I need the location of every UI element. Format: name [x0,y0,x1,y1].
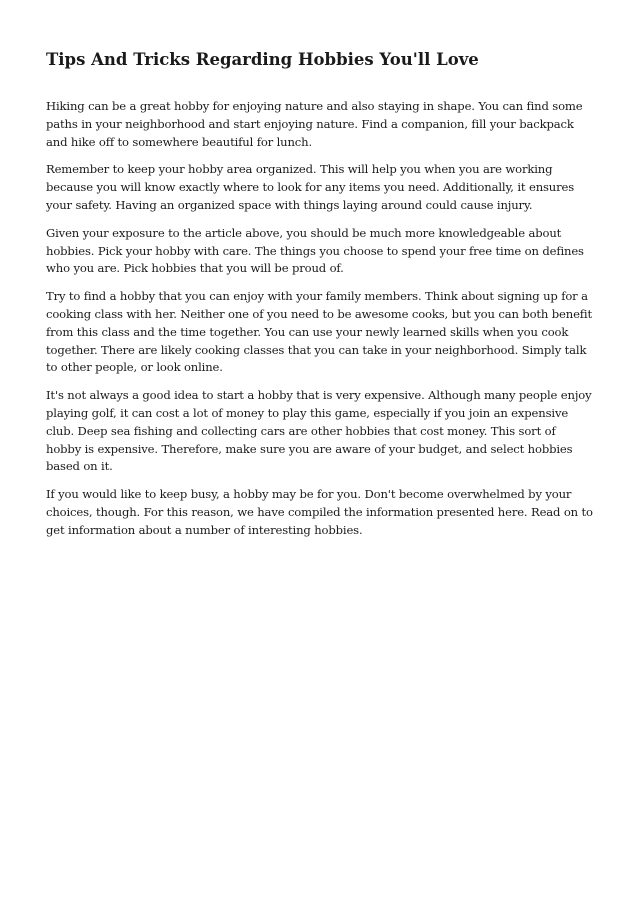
document-title: Tips And Tricks Regarding Hobbies You'll Love [46,50,479,69]
paragraph-hiking: Hiking can be a great hobby for enjoying nature and also staying in shape. You can find some paths in your neighborhood and start enjoying nature. Find a companion, fill your backpack and hike off to somewhere beautiful for lunch. [46,99,583,149]
paragraph-family-hobby: Try to find a hobby that you can enjoy with your family members. Think about signing up for a cooking class with her. Neither one of you need to be awesome cooks, but you can both benefit from this class and the time together. You can use your newly learned skills when you cook together. There are likely cooking classes that you can take in your neighborhood. Simply talk to other people, or look online. [46,289,592,375]
document-page [46,48,594,550]
paragraph-organized-area: Remember to keep your hobby area organized. This will help you when you are working because you will know exactly where to look for any items you need. Additionally, it ensures your safety. Having an organized space with things laying around could cause injury. [46,162,575,212]
paragraph-knowledge: Given your exposure to the article above, you should be much more knowledgeable about hobbies. Pick your hobby with care. The things you choose to spend your free time on defines who you are. Pick hobbies that you will be proud of. [46,225,584,276]
paragraph-keep-busy: If you would like to keep busy, a hobby may be for you. Don't become overwhelmed by your choices, though. For this reason, we have compiled the information presented here. Read on to get information about a number of interesting hobbies. [46,487,593,537]
paragraph-expensive-hobby: It's not always a good idea to start a hobby that is very expensive. Although many people enjoy playing golf, it can cost a lot of money to play this game, especially if you join an expensive club. Deep sea fishing and collecting cars are other hobbies that cost money. This sort of hobby is expensive. Therefore, make sure you are aware of your budget, and select hobbies based on it. [46,388,592,474]
